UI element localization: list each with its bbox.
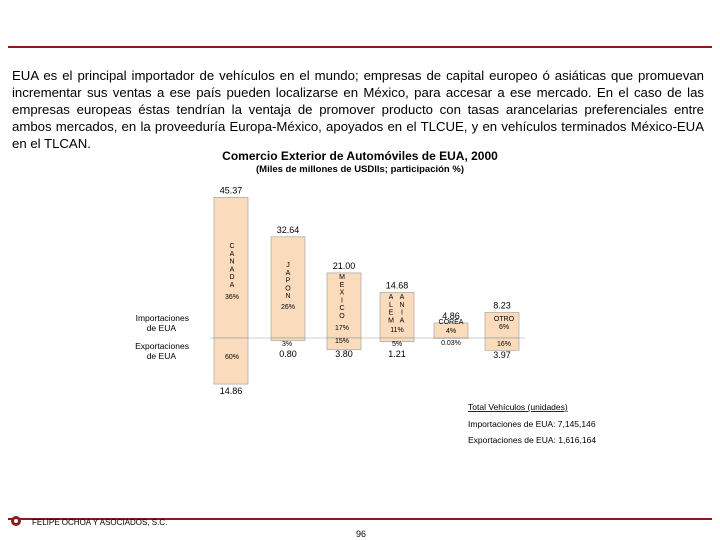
category-letter-1-1: A [285,269,291,277]
export-share-label-2: 15% [334,338,350,345]
import-share-label-0: 36% [224,294,240,301]
category-letter-0-2: N [229,258,235,266]
export-share-label-5: 16% [496,341,512,348]
category-letter-0-4: D [229,274,235,282]
category-letter-3-1b: N [399,301,405,309]
import-share-label-4: 4% [445,328,457,335]
series-label-exports-2: de EUA [146,351,176,361]
page-number: 96 [356,529,367,539]
category-letter-0-1: A [229,250,235,258]
category-letter-2-3: I [341,297,343,305]
import-share-label-3: 11% [390,327,404,334]
chart-subtitle: (Miles de millones de USDlls; participación %) [256,164,464,175]
export-value-label-3: 1.21 [388,349,406,359]
series-label-imports-1: Importaciones [135,313,189,323]
import-value-label-1: 32.64 [276,224,300,235]
category-letter-2-1: E [339,281,345,289]
category-letter-0-3: A [229,266,235,274]
category-letter-3-3a: M [388,317,394,325]
company-name: FELIPE OCHOA Y ASOCIADOS, S.C. [32,518,168,527]
import-share-label-5: 6% [498,324,510,331]
category-letter-3-0a: A [388,294,394,301]
category-letter-3-2b: I [401,309,403,317]
export-share-label-4: 0.03% [441,340,461,347]
intro-paragraph: EUA es el principal importador de vehículos en el mundo; empresas de capital europeo ó asiáticas que promuevan incrementar sus ventas a ese país pueden localizarse en México, para accesar a ese mercado. En el caso de las empresas europeas éstas tendrían la ventaja de promover producto con tasas arancelarias preferenciales entre ambos mercados, en la proveeduría Europa-México, apoyados en el TLCUE, y en vehículos terminados México-EUA en el TLCAN. [12,68,704,152]
export-value-label-1: 0.80 [279,349,297,359]
import-value-label-3: 14.68 [385,280,409,291]
import-value-label-4: 4.86 [442,310,460,321]
import-value-label-2: 21.00 [332,260,356,271]
chart-title: Comercio Exterior de Automóviles de EUA, 2000 [222,149,498,163]
export-value-label-0: 14.86 [219,386,243,397]
category-letter-1-0: J [286,262,290,269]
export-bar-0 [214,338,248,384]
series-label-exports-1: Exportaciones [135,341,189,351]
category-letter-2-5: O [339,313,345,320]
export-share-label-1: 3% [281,341,293,348]
category-letter-3-1a: L [389,301,393,309]
company-logo [11,516,21,526]
notes-line-1: Exportaciones de EUA: 1,616,164 [468,435,597,445]
category-letter-0-0: C [229,243,235,250]
series-label-imports-2: de EUA [146,323,176,333]
import-share-label-1: 26% [280,304,296,311]
category-label-4: COREA [438,319,464,326]
category-letter-1-4: N [285,293,291,301]
category-letter-2-0: M [339,274,345,281]
category-letter-3-3b: A [399,317,405,325]
import-value-label-0: 45.37 [219,185,243,196]
notes-line-0: Importaciones de EUA: 7,145,146 [468,419,596,429]
import-share-label-2: 17% [334,325,350,332]
export-value-label-5: 3.97 [493,350,511,360]
category-letter-0-5: A [229,282,235,289]
category-letter-3-0b: A [399,294,405,301]
import-value-label-5: 8.23 [493,300,511,311]
category-letter-2-2: X [339,289,345,297]
category-letter-1-2: P [285,277,291,285]
notes-heading: Total Vehículos (unidades) [468,402,568,412]
category-letter-2-4: C [339,305,345,313]
category-label-5: OTRO [493,316,515,323]
category-letter-3-2a: E [388,309,394,317]
export-share-label-0: 60% [224,354,240,361]
export-value-label-2: 3.80 [335,349,353,359]
category-letter-1-3: O [285,285,291,293]
export-share-label-3: 5% [391,341,403,348]
